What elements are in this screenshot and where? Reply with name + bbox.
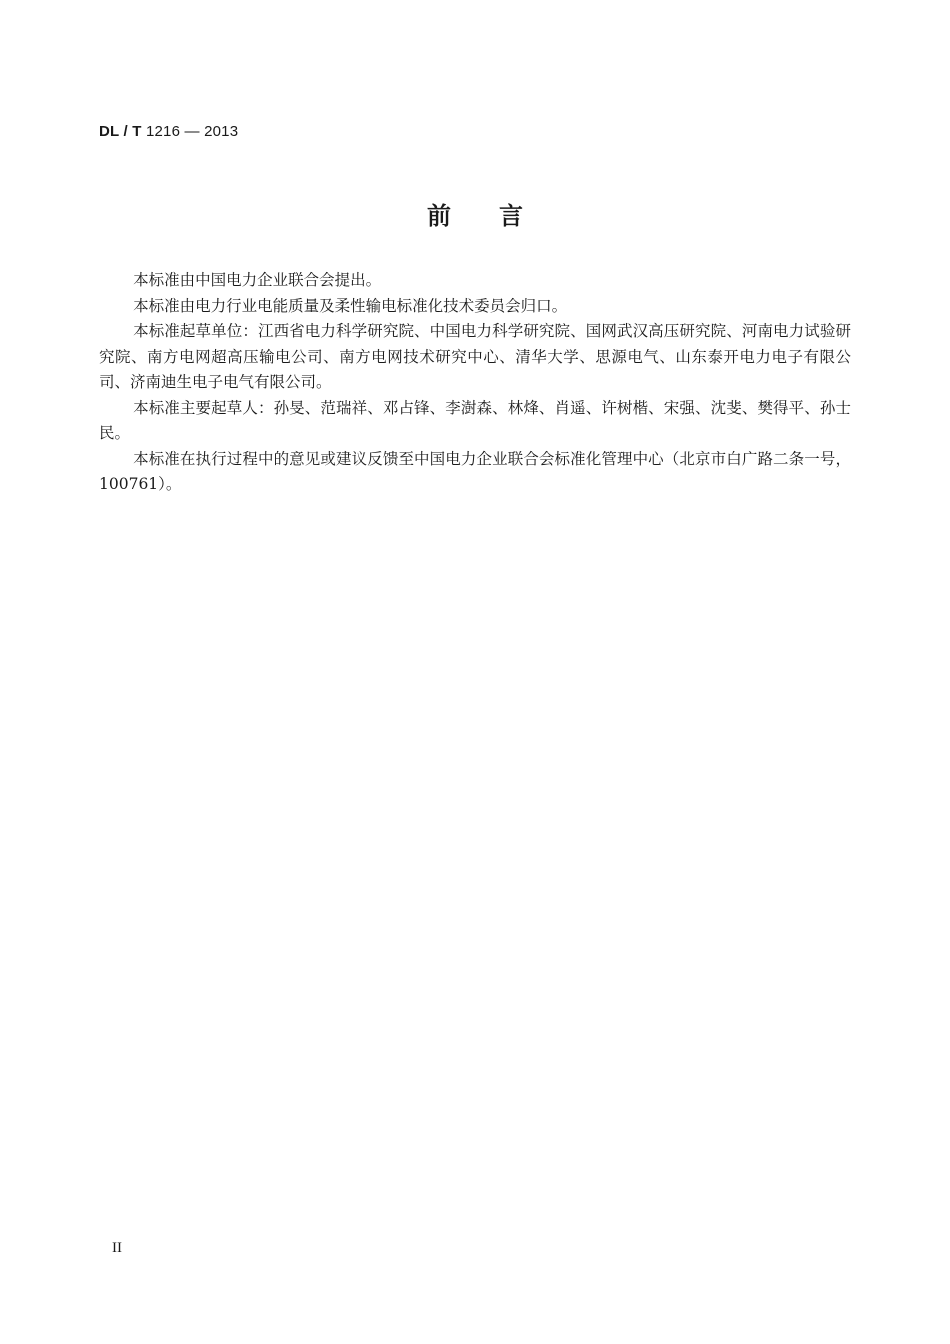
paragraph-drafters: 本标准主要起草人：孙旻、范瑞祥、邓占锋、李澍森、林烽、肖遥、许树楷、宋强、沈斐、樊得平、孙士民。: [99, 398, 851, 442]
paragraph-feedback: 本标准在执行过程中的意见或建议反馈至中国电力企业联合会标准化管理中心（北京市白广路二条一号，100761）。: [99, 449, 851, 493]
standard-code: [99, 123, 238, 140]
page-number: II: [112, 1240, 122, 1256]
page-title: [0, 196, 950, 231]
page-title-char-2: 言: [499, 202, 523, 230]
standard-prefix: DL / T: [99, 123, 142, 140]
paragraph-proposer: 本标准由中国电力企业联合会提出。: [133, 271, 382, 289]
paragraph-drafting-units: 本标准起草单位：江西省电力科学研究院、中国电力科学研究院、国网武汉高压研究院、河南电力试验研究院、南方电网超高压输电公司、南方电网技术研究中心、清华大学、思源电气、山东泰开电力电子有限公司、济南迪生电子电气有限公司。: [99, 322, 851, 391]
foreword-body: [99, 268, 851, 498]
paragraph-committee: 本标准由电力行业电能质量及柔性输电标准化技术委员会归口。: [133, 296, 568, 315]
standard-number: 1216 — 2013: [145, 123, 239, 140]
page-title-char-1: 前: [427, 202, 451, 230]
